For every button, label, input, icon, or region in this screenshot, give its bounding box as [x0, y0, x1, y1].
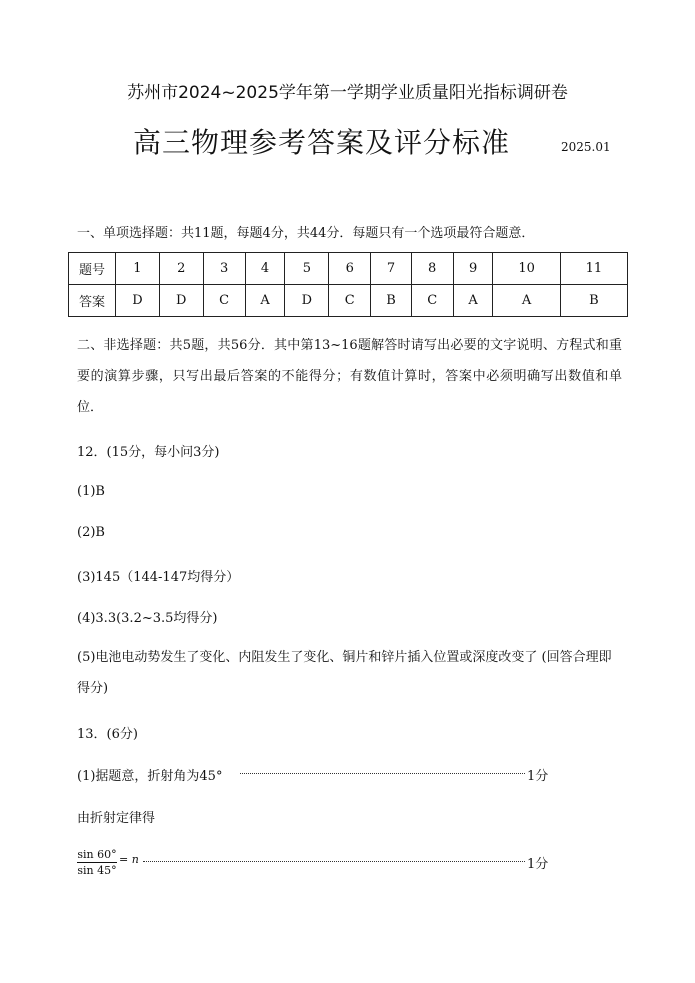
refraction-fraction — [77, 848, 117, 877]
question-number-cell: 10 — [493, 253, 560, 285]
q12-answer-3: (3)145（144-147均得分） — [77, 570, 240, 585]
q12-answer-5: (5)电池电动势发生了变化、内阻发生了变化、铜片和锌片插入位置或深度改变了 (回答合理即得分) — [77, 650, 612, 696]
question-number-cell: 8 — [411, 253, 453, 285]
answer-cell: A — [453, 285, 493, 317]
answer-row-label: 答案 — [69, 285, 116, 317]
exam-title: 苏州市2024~2025学年第一学期学业质量阳光指标调研卷 — [127, 83, 568, 103]
answer-cell: C — [329, 285, 371, 317]
q13-step1 — [77, 765, 557, 784]
section2-heading: 二、非选择题：共5题，共56分．其中第13~16题解答时请写出必要的文字说明、方程式和重要的演算步骤，只写出最后答案的不能得分；有数值计算时，答案中必须明确写出数值和单位． — [77, 338, 622, 415]
answer-cell: B — [560, 285, 627, 317]
q12-title: 12．(15分，每小问3分) — [77, 445, 220, 460]
answer-row — [69, 285, 628, 317]
question-number-cell: 9 — [453, 253, 493, 285]
question-number-cell: 2 — [159, 253, 203, 285]
q12-answer-1: (1)B — [77, 484, 105, 499]
question-number-cell: 3 — [203, 253, 245, 285]
answer-cell: D — [159, 285, 203, 317]
answer-cell: C — [203, 285, 245, 317]
q13-step2-score: 1分 — [527, 857, 549, 872]
question-number-cell: 4 — [245, 253, 285, 285]
q12-answer-2: (2)B — [77, 525, 105, 540]
answer-cell: D — [285, 285, 329, 317]
answer-table — [68, 252, 628, 317]
question-number-cell: 1 — [116, 253, 160, 285]
answer-cell: B — [371, 285, 411, 317]
q13-step1-text: (1)据题意，折射角为45° — [77, 769, 223, 784]
question-number-cell: 5 — [285, 253, 329, 285]
fraction-denominator: sin 45° — [77, 864, 117, 877]
dotted-leader — [143, 861, 525, 862]
fraction-bar — [77, 862, 117, 863]
q12-answer-4: (4)3.3(3.2~3.5均得分) — [77, 611, 218, 626]
document-title: 高三物理参考答案及评分标准 — [133, 126, 511, 159]
question-number-cell: 6 — [329, 253, 371, 285]
answer-cell: C — [411, 285, 453, 317]
q13-title: 13．(6分) — [77, 727, 138, 742]
answer-cell: A — [245, 285, 285, 317]
q13-law: 由折射定律得 — [77, 811, 156, 826]
question-number-row — [69, 253, 628, 285]
question-number-cell: 7 — [371, 253, 411, 285]
question-number-cell: 11 — [560, 253, 627, 285]
fraction-numerator: sin 60° — [77, 848, 117, 861]
answer-cell: A — [493, 285, 560, 317]
section1-heading: 一、单项选择题：共11题，每题4分，共44分．每题只有一个选项最符合题意． — [77, 226, 535, 241]
answer-cell: D — [116, 285, 160, 317]
fraction-rhs: = n — [119, 853, 139, 866]
q13-step1-score: 1分 — [527, 769, 549, 784]
document-date: 2025.01 — [561, 140, 611, 154]
dotted-leader — [240, 773, 525, 774]
question-row-label: 题号 — [69, 253, 116, 285]
